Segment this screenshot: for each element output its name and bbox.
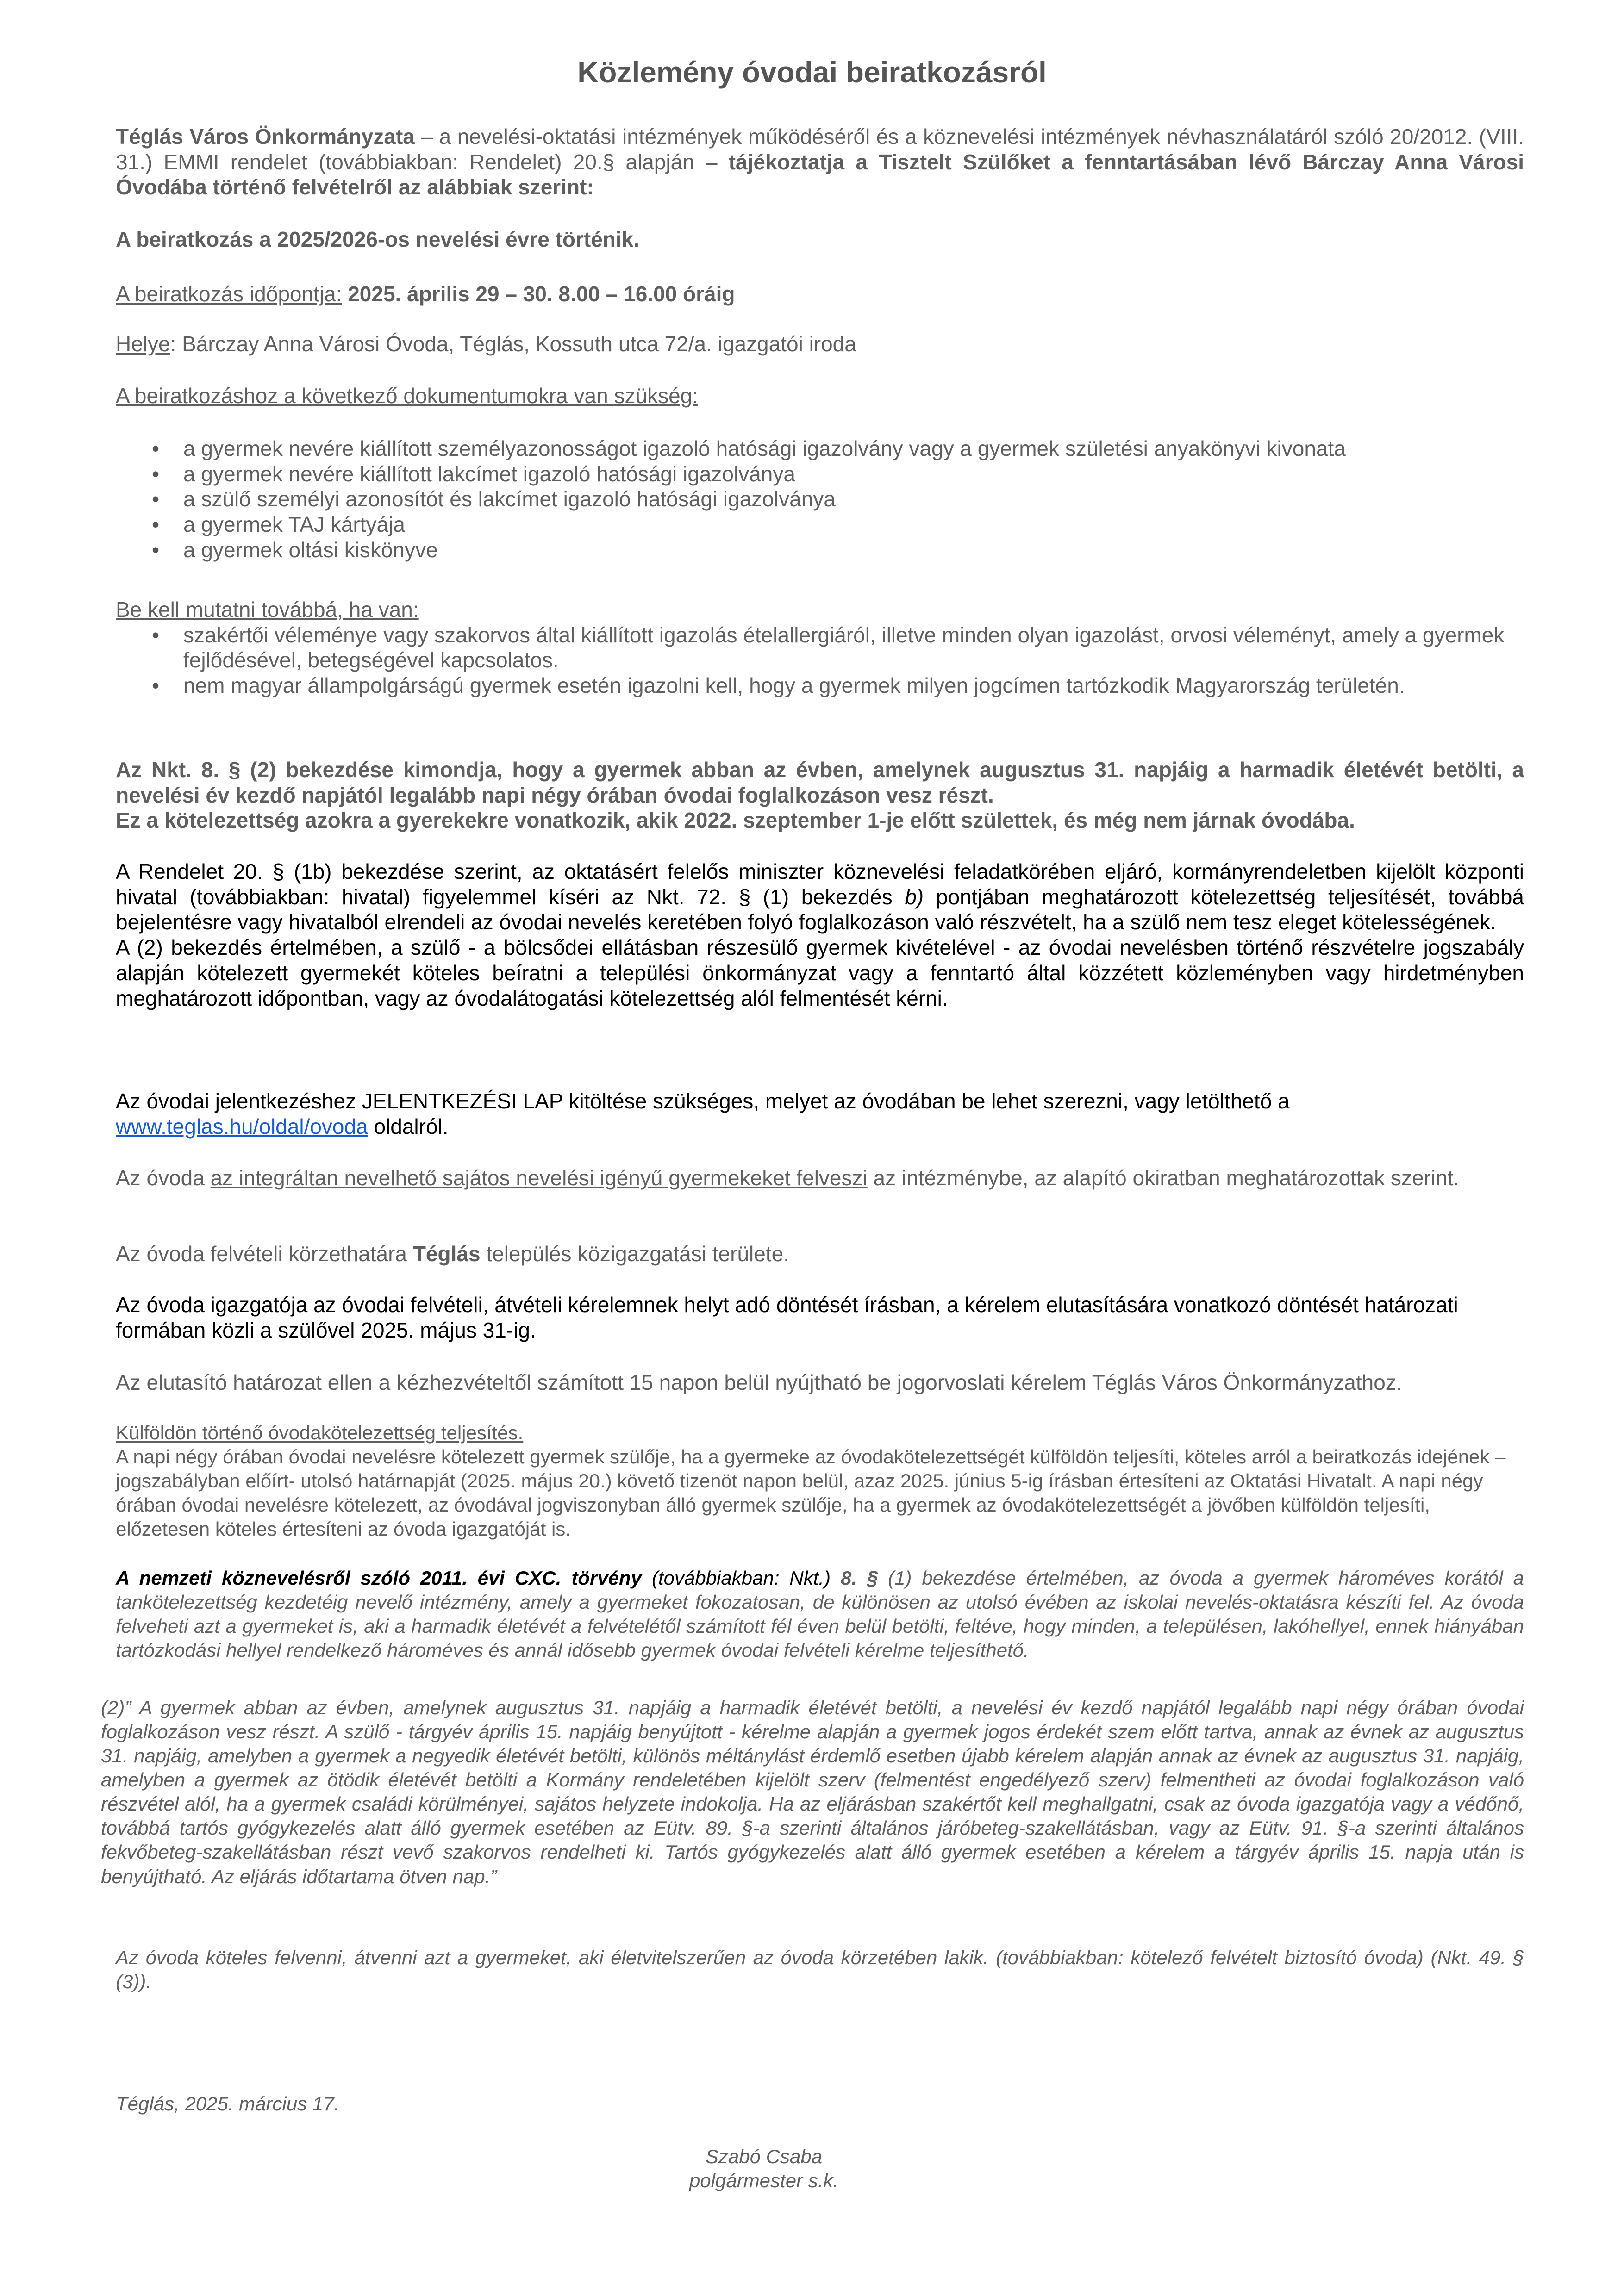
integrated-underlined: az integráltan nevelhető sajátos nevelési igényű gyermekeket felveszi	[210, 1166, 868, 1190]
enrollment-date-label: A beiratkozás időpontja:	[116, 282, 342, 306]
documents-list-container	[116, 436, 1524, 563]
intro-text: – a nevelési-oktatási intézmények működéséről és a köznevelési intézmények névhasználatáról szóló 20/2012. (VIII. 31.) EMMI rendelet (továbbiakban: Rendelet) 20.§ alapján –	[116, 124, 1524, 174]
quote-paragraph	[101, 1696, 1524, 1889]
law-abbrev: (továbbiakban: Nkt.)	[642, 1567, 841, 1589]
enrollment-place	[116, 331, 1524, 357]
enrollment-place-value: : Bárczay Anna Városi Óvoda, Téglás, Kossuth utca 72/a. igazgatói iroda	[170, 332, 856, 356]
list-item: • szakértői véleménye vagy szakorvos által kiállított igazolás ételallergiáról, illetve minden olyan igazolást, orvosi véleményt, amely a gyermek fejlődésével, betegségével kapcsolatos.	[116, 622, 1524, 673]
integrated-post: az intézménybe, az alapító okiratban meghatározottak szerint.	[867, 1166, 1460, 1190]
intro-paragraph	[116, 124, 1524, 200]
list-item: • a szülő személyi azonosítót és lakcímet igazoló hatósági igazolványa	[116, 486, 1524, 512]
rendelet-p1-rest: pontjában meghatározott kötelezettség teljesítését, továbbá bejelentésre vagy hivatalból elrendeli az óvodai nevelés keretében folyó foglalkozáson való részvételt, ha a szülő nem tesz eleget kötelességének.	[116, 884, 1524, 934]
list-item: • a gyermek nevére kiállított lakcímet igazoló hatósági igazolványa	[116, 461, 1524, 487]
form-paragraph	[116, 1089, 1524, 1139]
decision-paragraph: Az óvoda igazgatója az óvodai felvételi, átvételi kérelemnek helyt adó döntését írásban, a kérelem elutasítására vonatkozó döntését határozati formában közli a szülővel 2025. május 31-ig.	[116, 1293, 1458, 1342]
district-post: település közigazgatási területe.	[480, 1242, 789, 1266]
nkt-line-1: Az Nkt. 8. § (2) bekezdése kimondja, hogy a gyermek abban az évben, amelynek augusztus 31. napjáig a harmadik életévét betölti, a nevelési év kezdő napjától legalább napi négy órában óvodai foglalkozáson vesz részt.	[116, 758, 1524, 807]
page-title: Közlemény óvodai beiratkozásról	[577, 56, 1047, 89]
rendelet-p1-text: A Rendelet 20. § (1b) bekezdése szerint, az oktatásért felelős miniszter köznevelési feladatkörében eljáró, kormányrendeletben kijelölt központi hivatal (továbbiakban: hivatal) figyelemmel kíséri az Nkt. 72. § (1) bekezdés	[116, 859, 1524, 909]
documents-heading: A beiratkozáshoz a következő dokumentumokra van szükség:	[116, 384, 699, 408]
intro-issuer: Téglás Város Önkormányzata	[116, 124, 415, 149]
nkt-line-2: Ez a kötelezettség azokra a gyerekekre vonatkozik, akik 2022. szeptember 1-je előtt születtek, és még nem járnak óvodába.	[116, 808, 1355, 833]
ovoda-link[interactable]: www.teglas.hu/oldal/ovoda	[116, 1114, 368, 1139]
quote-text: A gyermek abban az évben, amelynek augusztus 31. napjáig a harmadik életévét betölti, a nevelési év kezdő napjától legalább napi négy órában óvodai foglalkozáson vesz részt. A szülő - tárgyév április 15. napjáig benyújtott - kérelme alapján a gyermek jogos érdekét szem előtt tartva, annak az évnek az augusztus 31. napjáig, amelyben a gyermek a negyedik életévét betölti, különös méltánylást érdemlő esetben újabb kérelem alapján annak az évnek az augusztus 31. napjáig, amelyben a gyermek az ötödik életévét betölti a Kormány rendeletében kijelölt szerv (felmentést engedélyező szerv) felmentheti az óvodai foglalkozáson való részvétel alól, ha a gyermek családi körülményei, sajátos helyzete indokolja. Ha az eljárásban szakértőt kell meghallgatni, csak az óvoda igazgatója vagy a védőnő, továbbá tartós gyógykezelés alatt álló gyermek esetében az Eütv. 89. §-a szerinti általános járóbeteg-szakellátásban, vagy az Eütv. 91. §-a szerinti általános fekvőbeteg-szakellátásban részt vevő szakorvos rendelheti ki. Tartós gyógykezelés alatt álló gyermek esetében a kérelem a tárgyév április 15. napja után is benyújtható. Az eljárás időtartama ötven nap.”	[101, 1697, 1524, 1887]
rendelet-p2: A (2) bekezdés értelmében, a szülő - a bölcsődei ellátásban részesülő gyermek kivételével - az óvodai nevelésben történő részvételre jogszabály alapján kötelezett gyermekét köteles beíratni a települési önkormányzat vagy a fenntartó által közzétett közleményben vagy hirdetményben meghatározott időpontban, vagy az óvodalátogatási kötelezettség alól felmentését kérni.	[116, 935, 1524, 1010]
district-town: Téglás	[412, 1242, 481, 1266]
rendelet-paragraph	[116, 859, 1524, 1011]
enrollment-place-label: Helye	[116, 332, 170, 356]
extra-heading: Be kell mutatni továbbá, ha van:	[116, 597, 419, 622]
district-pre: Az óvoda felvételi körzethatára	[116, 1242, 413, 1266]
form-text: Az óvodai jelentkezéshez JELENTKEZÉSI LAP kitöltése szükséges, melyet az óvodában be lehet szerezni, vagy letölthető a	[116, 1089, 1290, 1113]
quote-lead: (2)”	[101, 1697, 131, 1718]
integrated-pre: Az óvoda	[116, 1166, 211, 1190]
signature-name: Szabó Csaba	[705, 2146, 823, 2167]
documents-list	[116, 436, 1524, 563]
rendelet-p1	[116, 859, 1524, 935]
place-date: Téglás, 2025. március 17.	[116, 2093, 340, 2115]
district-paragraph	[116, 1241, 1524, 1267]
law-paragraph	[116, 1566, 1524, 1662]
abroad-heading: Külföldön történő óvodakötelezettség teljesítés.	[116, 1422, 524, 1444]
obligation-paragraph: Az óvoda köteles felvenni, átvenni azt a gyermeket, aki életvitelszerűen az óvoda körzetében lakik. (továbbiakban: kötelező felvételt biztosító óvoda) (Nkt. 49. § (3)).	[116, 1947, 1524, 1993]
intro-notice: tájékoztatja a Tisztelt Szülőket a fenntartásában lévő Bárczay Anna Városi Óvodába történő felvételről az alábbiak szerint:	[116, 149, 1524, 199]
list-item: • nem magyar állampolgárságú gyermek esetén igazolni kell, hogy a gyermek milyen jogcímen tartózkodik Magyarország területén.	[116, 673, 1524, 698]
abroad-section	[116, 1421, 1524, 1541]
enrollment-year: A beiratkozás a 2025/2026-os nevelési évre történik.	[116, 227, 640, 251]
integrated-paragraph	[116, 1165, 1524, 1191]
law-section: 8. §	[840, 1567, 878, 1589]
law-title: A nemzeti köznevelésről szóló 2011. évi CXC. törvény	[116, 1567, 642, 1589]
rendelet-p1-point: b)	[905, 884, 924, 909]
list-item: • a gyermek TAJ kártyája	[116, 512, 1524, 537]
list-item: • a gyermek oltási kiskönyve	[116, 537, 1524, 563]
extra-list	[116, 622, 1524, 698]
form-after: oldalról.	[368, 1114, 449, 1139]
signature-role: polgármester s.k.	[689, 2170, 839, 2192]
nkt-paragraph	[116, 757, 1524, 833]
law-text: (1) bekezdése értelmében, az óvoda a gyermek hároméves korától a tankötelezettség kezdetéig nevelő intézmény, amely a gyermeket fokozatosan, de különösen az utolsó évében az iskolai nevelés-oktatásra készíti fel. Az óvoda felveheti azt a gyermeket is, aki a harmadik életévét a felvételétől számított fél éven belül betölti, feltéve, hogy minden, a településen, lakóhellyel, ennek hiányában tartózkodási hellyel rendelkező hároméves és annál idősebb gyermek óvodai felvételi kérelme teljesíthető.	[116, 1567, 1524, 1661]
signature-block	[625, 2145, 903, 2193]
enrollment-date-value: 2025. április 29 – 30. 8.00 – 16.00 óráig	[342, 282, 735, 306]
appeal-paragraph: Az elutasító határozat ellen a kézhezvételtől számított 15 napon belül nyújtható be jogorvoslati kérelem Téglás Város Önkormányzathoz.	[116, 1370, 1402, 1394]
enrollment-date	[116, 281, 1524, 307]
abroad-text: A napi négy órában óvodai nevelésre kötelezett gyermek szülője, ha a gyermeke az óvodakötelezettségét külföldön teljesíti, köteles arról a beiratkozás idejének – jogszabályban előírt- utolsó határnapját (2025. május 20.) követő tizenöt napon belül, azaz 2025. június 5-ig írásban értesíteni az Oktatási Hivatalt. A napi négy órában óvodai nevelésre kötelezett, az óvodával jogviszonyban álló gyermek szülője, ha a gyermek az óvodakötelezettségét a jövőben külföldön teljesíti, előzetesen köteles értesíteni az óvoda igazgatóját is.	[116, 1446, 1506, 1540]
extra-section	[116, 597, 1524, 698]
list-item: • a gyermek nevére kiállított személyazonosságot igazoló hatósági igazolvány vagy a gyermek születési anyakönyvi kivonata	[116, 436, 1524, 461]
